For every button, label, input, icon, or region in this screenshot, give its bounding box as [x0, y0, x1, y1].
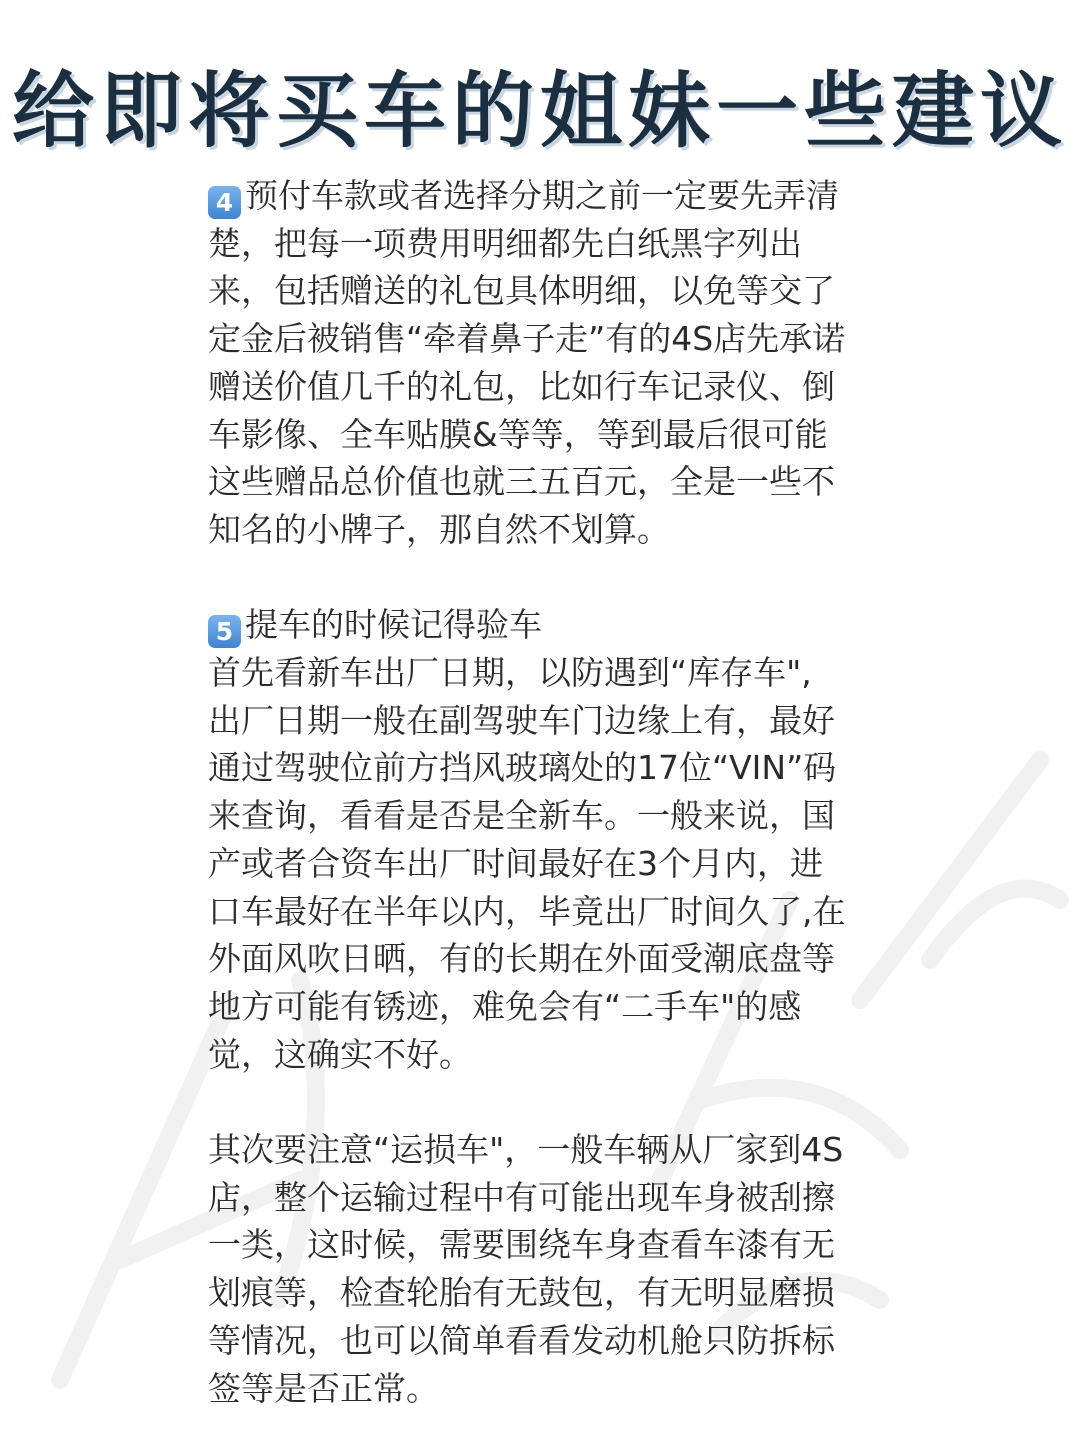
paragraph-gap — [208, 1078, 872, 1126]
section-5-text: 首先看新车出厂日期，以防遇到“库存车", 出厂日期一般在副驾驶车门边缘上有，最好 通过驾驶位前方挡风玻璃处的17位“VIN”码 来查询，看看是否是全新车。一般来说，国 产或者合资车出厂时间最好在3个月内，进 口车最好在半年以内，毕竟出厂时间久了,在 外面风吹日晒，有的长期在外面受潮底盘等 地方可能有锈迹，难免会有“二手车"的感 觉，这确实不好。 — [208, 653, 846, 1074]
article-body — [208, 172, 872, 1412]
section-transport-damage-text: 其次要注意“运损车"，一般车辆从厂家到4S 店，整个运输过程中有可能出现车身被刮擦 一类，这时候，需要围绕车身查看车漆有无 划痕等，检查轮胎有无鼓包，有无明显磨损 等情况，也可以简单看看发动机舱只防拆标 签等是否正常。 — [208, 1130, 844, 1408]
keycap-five-icon: 5 — [208, 615, 241, 648]
section-5-heading-text: 提车的时候记得验车 — [245, 605, 542, 645]
section-4-text: 预付车款或者选择分期之前一定要先弄清 楚，把每一项费用明细都先白纸黑字列出 来，包括赠送的礼包具体明细，以免等交了 定金后被销售“牵着鼻子走”有的4S店先承诺 赠送价值几千的礼包，比如行车记录仪、倒 车影像、全车贴膜&等等，等到最后很可能 这些赠品总价值也就三五百元，全是一些不 知名的小牌子，那自然不划算。 — [208, 176, 846, 549]
paragraph-gap — [208, 554, 872, 602]
section-4 — [208, 172, 872, 554]
section-5-heading — [208, 601, 872, 649]
keycap-four-icon: 4 — [208, 186, 241, 219]
page-title: 给即将买车的姐妹一些建议 — [11, 64, 1068, 159]
